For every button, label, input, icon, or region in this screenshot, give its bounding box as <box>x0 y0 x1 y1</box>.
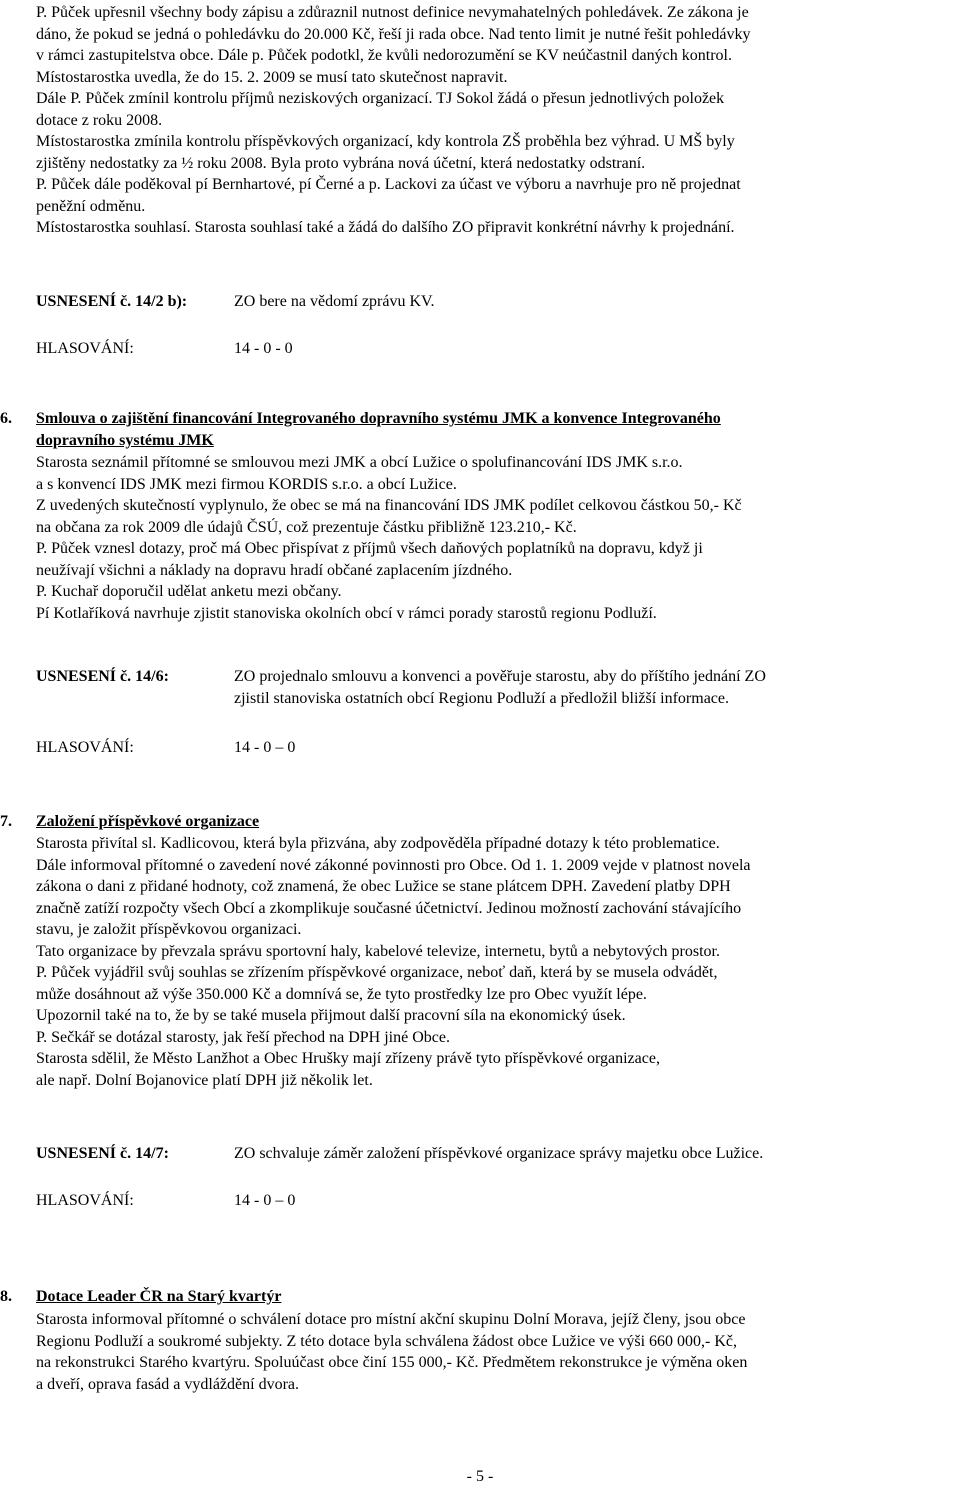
text-line: Místostarostka zmínila kontrolu příspěvkových organizací, kdy kontrola ZŠ proběhla bez výhrad. U MŠ byly <box>36 133 735 150</box>
resolution-label: USNESENÍ č. 14/6: <box>36 668 169 685</box>
text-line: peněžní odměnu. <box>36 197 146 215</box>
vote-result <box>36 737 295 759</box>
text-line: Starosta sdělil, že Město Lanžhot a Obec Hrušky mají zřízeny právě tyto příspěvkové organizace, <box>36 1050 660 1067</box>
text-line: stavu, je založit příspěvkovou organizaci. <box>36 921 302 938</box>
text-line: Místostarostka uvedla, že do 15. 2. 2009 se musí tato skutečnost napravit. <box>36 68 508 86</box>
text-line: Starosta seznámil přítomné se smlouvou mezi JMK a obcí Lužice o spolufinancování IDS JMK s.r.o. <box>36 454 683 471</box>
kv-report-paragraph <box>36 2 958 239</box>
vote-label: HLASOVÁNÍ: <box>36 340 134 357</box>
vote-result <box>36 338 293 360</box>
vote-result <box>36 1190 295 1212</box>
text-line: P. Půček dále poděkoval pí Bernhartové, pí Černé a p. Lackovi za účast ve výboru a navrhuje pro ně projednat <box>36 176 741 193</box>
vote-value: 14 - 0 – 0 <box>234 1192 296 1209</box>
page-number: - 5 - <box>466 1468 494 1485</box>
text-line: Z uvedených skutečností vyplynulo, že obec se má na financování IDS JMK podílet celkovou částkou 50,- Kč <box>36 497 742 514</box>
text-line: Upozornil také na to, že by se také musela přijmout další pracovní síla na ekonomický úsek. <box>36 1007 626 1024</box>
text-line: a s konvencí IDS JMK mezi firmou KORDIS s.r.o. a obcí Lužice. <box>36 475 457 493</box>
text-line: zákona o dani z přidané hodnoty, což znamená, že obec Lužice se stane plátcem DPH. Zavedení platby DPH <box>36 878 731 895</box>
text-line: značně zatíží rozpočty všech Obcí a zkomplikuje současné účetnictví. Jedinou možností zachování stávajícího <box>36 899 742 917</box>
text-line: Regionu Podluží a soukromé subjekty. Z této dotace byla schválena žádost obce Lužice ve výši 660 000,- Kč, <box>36 1332 737 1350</box>
text-line: na rekonstrukci Starého kvartýru. Spoluúčast obce činí 155 000,- Kč. Předmětem rekonstrukce je výměna oken <box>36 1354 748 1371</box>
section-title: Založení příspěvkové organizace <box>36 813 260 830</box>
text-line: P. Kuchař doporučil udělat anketu mezi občany. <box>36 583 342 600</box>
text-line: Tato organizace by převzala správu sportovní haly, kabelové televize, internetu, bytů a nebytových prostor. <box>36 942 720 960</box>
text-line: neužívají všichni a náklady na dopravu hradí občané zaplacením jízdného. <box>36 561 513 579</box>
text-line: zjištěny nedostatky za ½ roku 2008. Byla proto vybrána nová účetní, která nedostatky odstraní. <box>36 154 646 172</box>
vote-value: 14 - 0 - 0 <box>234 340 293 357</box>
resolution-text: ZO bere na vědomí zprávu KV. <box>234 293 435 310</box>
section-title-line: Smlouva o zajištění financování Integrovaného dopravního systému JMK a konvence Integrovaného <box>36 410 721 427</box>
section-6-body <box>36 452 958 624</box>
text-line: P. Sečkář se dotázal starosty, jak řeší přechod na DPH jiné Obce. <box>36 1028 450 1046</box>
text-line: dotace z roku 2008. <box>36 111 163 129</box>
text-line: ale např. Dolní Bojanovice platí DPH již několik let. <box>36 1071 373 1089</box>
section-title <box>36 408 958 451</box>
text-line: Místostarostka souhlasí. Starosta souhlasí také a žádá do dalšího ZO připravit konkrétní návrhy k projednání. <box>36 219 735 236</box>
text-line: může dosáhnout až výše 350.000 Kč a domnívá se, že tyto prostředky lze pro Obec využít lépe. <box>36 985 647 1003</box>
text-line: Dále informoval přítomné o zavedení nové zákonné povinnosti pro Obce. Od 1. 1. 2009 vejde v platnost novela <box>36 856 751 874</box>
text-line: Starosta přivítal sl. Kadlicovou, která byla přizvána, aby zodpověděla případné dotazy k této problematice. <box>36 835 720 852</box>
text-line: Pí Kotlaříková navrhuje zjistit stanoviska okolních obcí v rámci porady starostů regionu Podluží. <box>36 604 657 622</box>
text-line: zjistil stanoviska ostatních obcí Regionu Podluží a předložil bližší informace. <box>234 689 730 707</box>
text-line: a dveří, oprava fasád a vydláždění dvora. <box>36 1375 299 1393</box>
section-number: 7. <box>0 813 12 830</box>
text-line: ZO projednalo smlouvu a konvenci a pověřuje starostu, aby do příštího jednání ZO <box>234 668 766 685</box>
text-line: P. Půček vznesl dotazy, proč má Obec přispívat z příjmů všech daňových poplatníků na dopravu, když ji <box>36 540 703 557</box>
text-line: Dále P. Půček zmínil kontrolu příjmů neziskových organizací. TJ Sokol žádá o přesun jednotlivých položek <box>36 90 725 107</box>
resolution-label: USNESENÍ č. 14/7: <box>36 1145 169 1162</box>
vote-label: HLASOVÁNÍ: <box>36 739 134 756</box>
section-8-body <box>36 1309 958 1395</box>
resolution-text: ZO schvaluje záměr založení příspěvkové organizace správy majetku obce Lužice. <box>234 1145 764 1162</box>
text-line: P. Půček upřesnil všechny body zápisu a zdůraznil nutnost definice nevymahatelných pohledávek. Ze zákona je <box>36 4 749 21</box>
resolution-label: USNESENÍ č. 14/2 b): <box>36 293 188 310</box>
vote-value: 14 - 0 – 0 <box>234 739 296 756</box>
text-line: v rámci zastupitelstva obce. Dále p. Půček podotkl, že kvůli nedorozumění se KV neúčastnil daných kontrol. <box>36 47 732 64</box>
text-line: P. Půček vyjádřil svůj souhlas se zřízením příspěvkové organizace, neboť daň, která by se musela odvádět, <box>36 964 718 981</box>
text-line: na občana za rok 2009 dle údajů ČSÚ, což prezentuje částku přibližně 123.210,- Kč. <box>36 518 577 536</box>
resolution-text <box>234 666 954 709</box>
section-number: 8. <box>0 1288 12 1305</box>
text-line: dáno, že pokud se jedná o pohledávku do 20.000 Kč, řeší ji rada obce. Nad tento limit je nutné řešit pohledávky <box>36 25 751 43</box>
section-title-line: dopravního systému JMK <box>36 431 214 449</box>
section-7-body <box>36 833 958 1091</box>
text-line: Starosta informoval přítomné o schválení dotace pro místní akční skupinu Dolní Morava, jejíž členy, jsou obce <box>36 1311 746 1328</box>
section-number: 6. <box>0 410 12 427</box>
section-title: Dotace Leader ČR na Starý kvartýr <box>36 1288 282 1305</box>
vote-label: HLASOVÁNÍ: <box>36 1192 134 1209</box>
